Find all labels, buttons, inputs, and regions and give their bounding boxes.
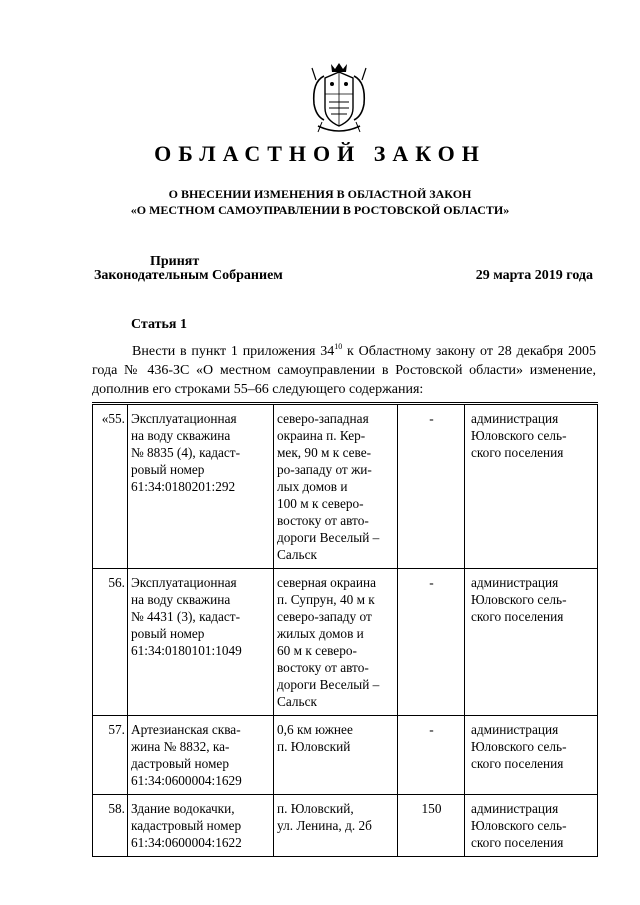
name-line: Эксплуатационная (131, 575, 237, 590)
location-line: северо-западу от (277, 609, 372, 624)
authority-cell (465, 716, 598, 795)
name-line: ровый номер (131, 462, 205, 477)
location-cell (274, 716, 398, 795)
rostov-coat-of-arms-icon (304, 60, 374, 138)
table-row (93, 716, 598, 795)
name-line: на воду скважина (131, 592, 231, 607)
location-line: жилых домов и (277, 626, 364, 641)
authority-cell (465, 569, 598, 716)
area-cell (398, 795, 465, 857)
name-line: ровый номер (131, 626, 205, 641)
name-line: 61:34:0600004:1622 (131, 835, 242, 850)
authority-line: ского поселения (471, 445, 564, 460)
location-line: северная окраина (277, 575, 376, 590)
name-line: 61:34:0600004:1629 (131, 773, 242, 788)
location-line: 100 м к северо- (277, 496, 364, 511)
authority-line: администрация (471, 411, 559, 426)
authority-cell (465, 795, 598, 857)
name-line: 61:34:0180101:1049 (131, 643, 242, 658)
facilities-table (92, 402, 598, 857)
authority-line: Юловского сель- (471, 818, 567, 833)
authority-line: администрация (471, 801, 559, 816)
location-cell (274, 795, 398, 857)
area-cell (398, 716, 465, 795)
location-line: дороги Веселый – (277, 530, 380, 545)
area-value: - (429, 411, 434, 426)
object-name-cell (128, 404, 274, 569)
name-line: на воду скважина (131, 428, 231, 443)
row-number-cell (93, 569, 128, 716)
authority-line: Юловского сель- (471, 428, 567, 443)
name-line: Здание водокачки, (131, 801, 235, 816)
row-number: 57. (108, 722, 125, 737)
article-heading: Статья 1 (131, 317, 187, 332)
location-cell (274, 404, 398, 569)
law-subtitle-line-1: О ВНЕСЕНИИ ИЗМЕНЕНИЯ В ОБЛАСТНОЙ ЗАКОН (168, 187, 472, 201)
table-row (93, 795, 598, 857)
accepted-label: Принят (150, 254, 200, 269)
location-line: п. Супрун, 40 м к (277, 592, 375, 607)
accepted-by: Законодательным Собранием (94, 268, 283, 283)
object-name-cell (128, 795, 274, 857)
location-line: окраина п. Кер- (277, 428, 366, 443)
location-line: ро-западу от жи- (277, 462, 372, 477)
location-line: п. Юловский, (277, 801, 354, 816)
authority-line: ского поселения (471, 609, 564, 624)
area-value: - (429, 575, 434, 590)
row-number-cell (93, 716, 128, 795)
authority-line: Юловского сель- (471, 592, 567, 607)
area-value: - (429, 722, 434, 737)
authority-line: Юловского сель- (471, 739, 567, 754)
name-line: жина № 8832, ка- (131, 739, 230, 754)
area-cell (398, 404, 465, 569)
law-title: ОБЛАСТНОЙ ЗАКОН (154, 141, 486, 166)
object-name-cell (128, 716, 274, 795)
article-body (92, 342, 596, 399)
row-number-cell (93, 404, 128, 569)
name-line: Эксплуатационная (131, 411, 237, 426)
location-cell (274, 569, 398, 716)
authority-line: ского поселения (471, 756, 564, 771)
row-number: 56. (108, 575, 125, 590)
name-line: № 8835 (4), кадаст- (131, 445, 241, 460)
location-line: дороги Веселый – (277, 677, 380, 692)
location-line: востоку от авто- (277, 660, 369, 675)
row-number: «55. (101, 411, 125, 426)
article-body-start: Внести в пункт 1 приложения 34 (132, 344, 335, 359)
location-line: 60 м к северо- (277, 643, 357, 658)
location-line: п. Юловский (277, 739, 351, 754)
location-line: Сальск (277, 694, 317, 709)
authority-cell (465, 404, 598, 569)
row-number-cell (93, 795, 128, 857)
article-body-superscript: 10 (334, 342, 343, 351)
authority-line: администрация (471, 722, 559, 737)
location-line: востоку от авто- (277, 513, 369, 528)
law-subtitle-line-2: «О МЕСТНОМ САМОУПРАВЛЕНИИ В РОСТОВСКОЙ ОБЛАСТИ» (130, 203, 510, 217)
article-body-end: к Областному закону от 28 декабря 2005 года № 436-ЗС «О местном самоуправлении в Ростовской области» изменение, дополнив его строками 55–66 следующего содержания: (92, 344, 596, 397)
accepted-date: 29 марта 2019 года (475, 268, 593, 283)
authority-line: администрация (471, 575, 559, 590)
object-name-cell (128, 569, 274, 716)
location-line: лых домов и (277, 479, 348, 494)
location-line: Сальск (277, 547, 317, 562)
location-line: северо-западная (277, 411, 369, 426)
location-line: ул. Ленина, д. 2б (277, 818, 372, 833)
name-line: 61:34:0180201:292 (131, 479, 236, 494)
row-number: 58. (108, 801, 125, 816)
authority-line: ского поселения (471, 835, 564, 850)
area-cell (398, 569, 465, 716)
location-line: 0,6 км южнее (277, 722, 353, 737)
table-row (93, 569, 598, 716)
name-line: дастровый номер (131, 756, 229, 771)
location-line: мек, 90 м к севе- (277, 445, 372, 460)
area-value: 150 (421, 801, 442, 816)
table-row (93, 404, 598, 569)
name-line: Артезианская сква- (131, 722, 241, 737)
name-line: кадастровый номер (131, 818, 242, 833)
name-line: № 4431 (3), кадаст- (131, 609, 241, 624)
